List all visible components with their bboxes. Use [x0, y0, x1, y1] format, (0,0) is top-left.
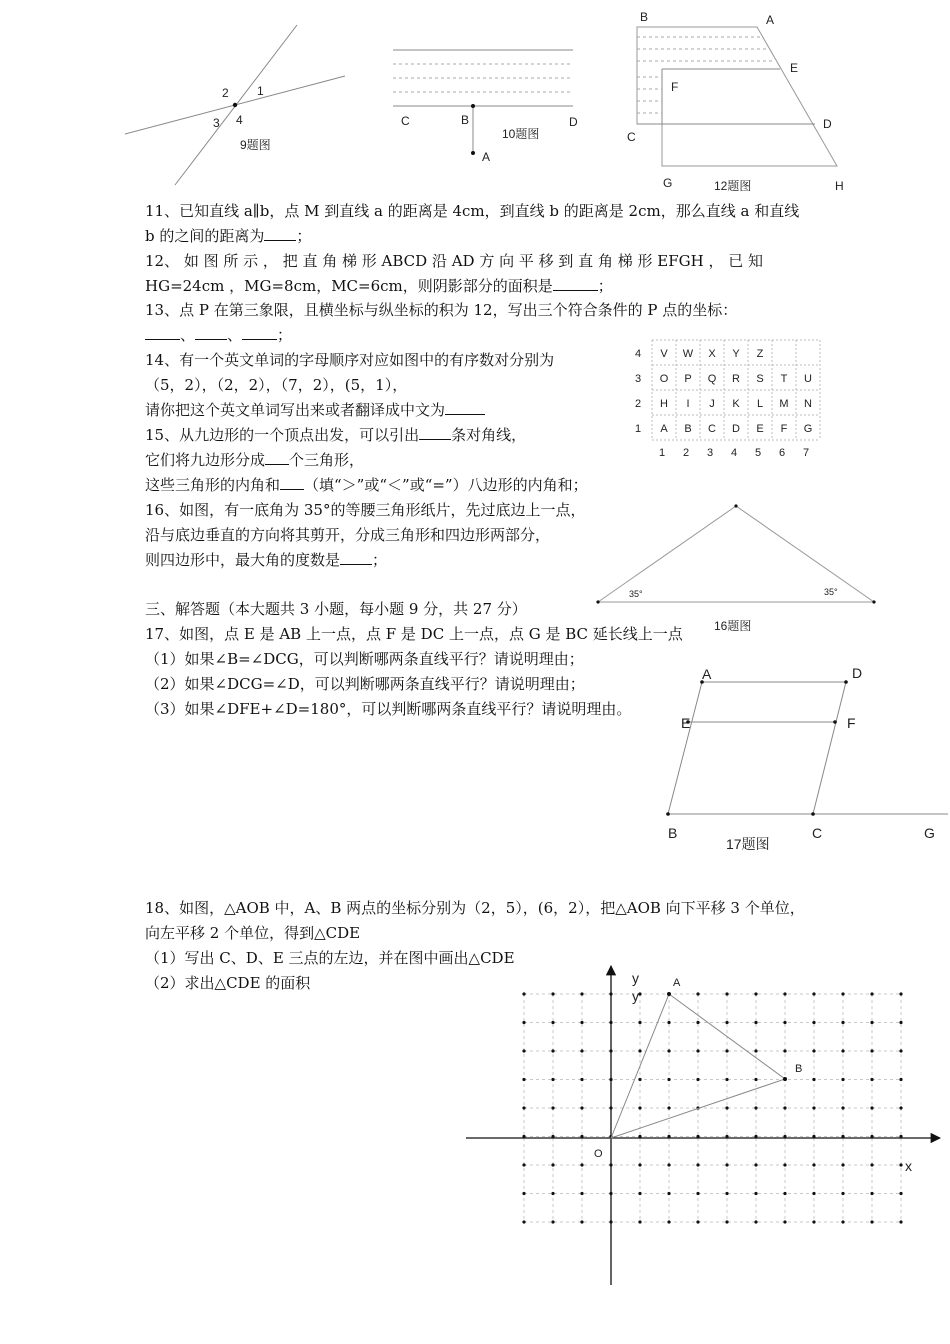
grid-letter-t: T	[780, 373, 788, 385]
fig18-grid-dot	[812, 1049, 815, 1052]
fig18-grid-dot	[580, 1220, 583, 1223]
q12-line-2: HG=24cm ，MG=8cm，MC=6cm，则阴影部分的面积是 ；	[145, 277, 613, 295]
fig18-x-label: x	[905, 1158, 912, 1174]
fig18-grid-dot	[667, 1021, 670, 1024]
fig18-grid-dot	[580, 1078, 583, 1081]
fig18-grid-dot	[841, 1049, 844, 1052]
fig18-grid-dot	[870, 1220, 873, 1223]
fig9-angle-4: 4	[236, 113, 243, 127]
fig18-grid-dot	[725, 992, 728, 995]
fig18-grid-dot	[696, 1192, 699, 1195]
fig18-grid-dot	[638, 1049, 641, 1052]
grid-letter-q: Q	[707, 373, 717, 385]
fig9-angle-2: 2	[222, 86, 229, 100]
fig18-grid-dot	[899, 992, 902, 995]
grid-x-label: 2	[682, 447, 690, 459]
fig18-grid-dot	[580, 1192, 583, 1195]
grid-letter-v: V	[660, 348, 668, 360]
figure-17	[660, 660, 950, 860]
fig17-caption: 17题图	[726, 836, 770, 852]
fig16-angle-left: 35°	[629, 589, 643, 599]
fig18-grid-dot	[696, 1078, 699, 1081]
fig18-grid-dot	[899, 1078, 902, 1081]
q15-line-2: 它们将九边形分成 个三角形，	[145, 451, 365, 469]
grid-letter-a: A	[660, 423, 668, 435]
fig18-grid-dot	[551, 1163, 554, 1166]
grid-x-label: 3	[706, 447, 714, 459]
fig18-point-a: A	[673, 977, 681, 989]
fig18-grid-dot	[870, 1049, 873, 1052]
fig18-grid-dot	[551, 992, 554, 995]
fig18-grid-dot	[870, 1106, 873, 1109]
q17-sub-2: （2）如果∠DCG=∠D，可以判断哪两条直线平行？请说明理由；	[145, 675, 585, 693]
figure-18	[460, 960, 950, 1290]
grid-x-label: 6	[778, 447, 786, 459]
q12-line-1: 12、 如 图 所 示 ， 把 直 角 梯 形 ABCD 沿 AD 方 向 平 移 到 直 角 梯 形 EFGH ， 已 知	[145, 252, 763, 270]
q17-sub-3: （3）如果∠DFE+∠D=180°，可以判断哪两条直线平行？请说明理由。	[145, 700, 632, 718]
grid-letter-g: G	[803, 423, 813, 435]
fig18-grid-dot	[870, 1192, 873, 1195]
grid-letter-b: B	[684, 423, 692, 435]
fig18-grid-dot	[754, 1192, 757, 1195]
fig18-point-b-dot	[783, 1077, 787, 1081]
fig18-grid-dot	[725, 1163, 728, 1166]
grid-y-label: 1	[634, 423, 642, 435]
grid-y-label: 2	[634, 398, 642, 410]
q14-line-3: 请你把这个英文单词写出来或者翻译成中文为	[145, 398, 485, 423]
q11-line-2: b 的之间的距离为 ；	[145, 227, 312, 245]
fig18-grid-dot	[725, 1021, 728, 1024]
fig18-grid-dot	[551, 1106, 554, 1109]
fig18-grid-dot	[812, 1021, 815, 1024]
grid-letter-i: I	[686, 398, 690, 410]
q18-sub-1: （1）写出 C、D、E 三点的左边，并在图中画出△CDE	[145, 949, 515, 967]
fig18-grid-dot	[841, 1192, 844, 1195]
q17-line-1: 17、如图，点 E 是 AB 上一点，点 F 是 DC 上一点，点 G 是 BC 延长线上一点	[145, 625, 683, 643]
fig18-grid-dot	[783, 1021, 786, 1024]
fig18-grid-dot	[870, 1021, 873, 1024]
fig18-point-a-dot	[667, 992, 671, 996]
fig18-grid-dot	[638, 1106, 641, 1109]
section3-heading: 三、解答题（本大题共 3 小题，每小题 9 分，共 27 分）	[145, 600, 527, 618]
fig9-caption: 9题图	[240, 138, 271, 152]
fig16-angle-right: 35°	[824, 587, 838, 597]
q15-line-3: 这些三角形的内角和 （填“＞”或“＜”或“=”）八边形的内角和；	[145, 476, 588, 494]
q15-answer-blank-1[interactable]	[419, 425, 451, 440]
grid-letter-e: E	[756, 423, 764, 435]
fig18-y-label-1: y	[632, 970, 639, 986]
fig18-grid-dot	[725, 1220, 728, 1223]
fig18-grid-dot	[667, 1049, 670, 1052]
fig18-grid-dot	[696, 1163, 699, 1166]
fig18-grid-dot	[696, 1049, 699, 1052]
fig18-grid-dot	[551, 1021, 554, 1024]
fig18-point-b: B	[795, 1063, 803, 1075]
fig18-y-label-2: y	[632, 988, 639, 1004]
fig18-grid-dot	[667, 1078, 670, 1081]
q14-answer-blank[interactable]	[445, 400, 485, 415]
fig18-grid-dot	[899, 1220, 902, 1223]
fig18-grid-dot	[638, 1192, 641, 1195]
fig18-grid-dot	[754, 1049, 757, 1052]
fig12-trapezoid	[637, 27, 837, 166]
fig18-grid-dot	[783, 1049, 786, 1052]
fig18-grid-dot	[725, 1106, 728, 1109]
q13-answer-blank-1[interactable]	[145, 325, 180, 340]
grid-x-label: 4	[730, 447, 738, 459]
figure-16	[590, 498, 890, 638]
q14-line-2: （5，2），（2，2），（7，2），(5，1），	[145, 376, 408, 394]
fig18-grid-dot	[812, 1106, 815, 1109]
fig18-grid-dot	[899, 1021, 902, 1024]
fig17-line-ab	[668, 682, 702, 814]
fig12-point-f: F	[671, 80, 679, 94]
fig18-grid-dot	[638, 1078, 641, 1081]
fig18-grid-dot	[667, 1192, 670, 1195]
fig16-caption: 16题图	[714, 619, 752, 633]
fig18-grid-dot	[551, 1192, 554, 1195]
fig18-grid-dot	[667, 1220, 670, 1223]
fig18-grid-dot	[667, 1163, 670, 1166]
fig18-grid-dot	[580, 1163, 583, 1166]
grid-letter-p: P	[684, 373, 692, 385]
fig18-grid-dot	[638, 1163, 641, 1166]
fig18-grid-dot	[812, 1163, 815, 1166]
fig18-grid-dot	[696, 992, 699, 995]
fig12-point-g: G	[663, 176, 673, 190]
q18-line-1: 18、如图，△AOB 中，A、B 两点的坐标分别为（2，5），(6，2），把△AOB 向下平移 3 个单位，	[145, 899, 805, 917]
q15-line-1: 15、从九边形的一个顶点出发，可以引出 条对角线，	[145, 426, 527, 444]
fig18-grid-dot	[870, 1163, 873, 1166]
fig10-point-b: B	[461, 113, 470, 127]
fig9-intersection	[233, 103, 237, 107]
fig18-grid-dot	[580, 992, 583, 995]
q16-line-1: 16、如图，有一底角为 35°的等腰三角形纸片，先过底边上一点，	[145, 501, 586, 519]
letter-grid	[630, 335, 830, 460]
fig17-point-d: D	[852, 665, 863, 681]
fig18-grid-dot	[754, 1163, 757, 1166]
fig18-grid-dot	[899, 1106, 902, 1109]
fig18-grid-dot	[667, 1106, 670, 1109]
fig18-grid-dot	[522, 1220, 525, 1223]
grid-letter-d: D	[732, 423, 740, 435]
q15-answer-blank-2[interactable]	[265, 450, 289, 465]
fig18-grid-dot	[841, 1163, 844, 1166]
fig18-grid-dot	[812, 1078, 815, 1081]
fig17-line-dc	[813, 682, 846, 814]
fig18-origin-label: O	[594, 1148, 603, 1160]
fig18-grid-dot	[783, 1163, 786, 1166]
fig12-point-d: D	[823, 117, 832, 131]
fig18-grid-dot	[551, 1078, 554, 1081]
grid-letter-j: J	[709, 398, 715, 410]
fig18-grid-dot	[841, 1021, 844, 1024]
q18-sub-2: （2）求出△CDE 的面积	[145, 974, 311, 992]
fig12-point-b: B	[640, 10, 649, 24]
grid-x-label: 5	[754, 447, 762, 459]
fig18-grid-dot	[522, 1192, 525, 1195]
fig18-grid-dot	[551, 1220, 554, 1223]
fig18-grid-dot	[841, 992, 844, 995]
fig18-grid-dot	[725, 1192, 728, 1195]
grid-letter-x: X	[708, 348, 716, 360]
fig18-grid-dot	[580, 1106, 583, 1109]
fig17-point-b: B	[668, 825, 678, 841]
grid-letter-m: M	[779, 398, 789, 410]
q16-answer-blank[interactable]	[340, 550, 372, 565]
fig18-grid-dot	[580, 1049, 583, 1052]
q13-answer-blank-3[interactable]	[242, 325, 277, 340]
q16-line-2: 沿与底边垂直的方向将其剪开，分成三角形和四边形两部分，	[145, 526, 551, 544]
fig18-grid-dot	[522, 1106, 525, 1109]
fig18-grid-dot	[754, 1078, 757, 1081]
fig17-point-a: A	[702, 666, 712, 682]
fig12-caption: 12题图	[714, 179, 752, 193]
fig12-point-h: H	[835, 179, 844, 193]
fig18-grid-dot	[841, 1220, 844, 1223]
fig9-angle-3: 3	[213, 116, 220, 130]
grid-letter-s: S	[756, 373, 764, 385]
grid-letter-r: R	[732, 373, 740, 385]
fig12-point-e: E	[790, 61, 799, 75]
fig12-point-c: C	[627, 130, 636, 144]
grid-letter-y: Y	[732, 348, 740, 360]
fig10-point-d: D	[569, 115, 578, 129]
fig10-caption: 10题图	[502, 127, 540, 141]
q11-answer-blank[interactable]	[264, 226, 296, 241]
fig18-grid-dot	[899, 1192, 902, 1195]
grid-letter-n: N	[804, 398, 812, 410]
grid-y-label: 3	[634, 373, 642, 385]
fig17-point-g: G	[924, 825, 935, 841]
fig18-grid-dot	[580, 1021, 583, 1024]
fig18-grid-dot	[638, 1220, 641, 1223]
grid-letter-o: O	[659, 373, 669, 385]
q18-line-2: 向左平移 2 个单位，得到△CDE	[145, 924, 361, 942]
fig18-grid-dot	[522, 1021, 525, 1024]
grid-letter-w: W	[682, 348, 694, 360]
figure-10	[385, 40, 595, 170]
grid-letter-k: K	[732, 398, 740, 410]
fig9-angle-1: 1	[257, 84, 264, 98]
fig10-point-c: C	[401, 114, 410, 128]
fig18-grid-dot	[899, 1163, 902, 1166]
q16-line-3: 则四边形中，最大角的度数是 ；	[145, 551, 388, 569]
q15-answer-blank-3[interactable]	[280, 475, 304, 490]
figure-12	[620, 5, 860, 195]
grid-letter-f: F	[780, 423, 788, 435]
fig18-grid-dot	[725, 1078, 728, 1081]
fig18-grid-dot	[754, 1106, 757, 1109]
grid-x-label: 1	[658, 447, 666, 459]
q14-line-1: 14、有一个英文单词的字母顺序对应如图中的有序数对分别为	[145, 351, 555, 369]
fig17-point-f: F	[847, 715, 856, 731]
fig18-grid-dot	[754, 992, 757, 995]
fig18-grid-dot	[841, 1078, 844, 1081]
fig18-grid-dot	[754, 1021, 757, 1024]
fig18-grid-dot	[812, 992, 815, 995]
q13-line-2: 、 、 ；	[145, 323, 292, 348]
grid-letter-l: L	[756, 398, 764, 410]
grid-letter-u: U	[804, 373, 812, 385]
fig18-grid-dot	[522, 1163, 525, 1166]
fig18-grid-dot	[725, 1049, 728, 1052]
fig18-grid-dot	[899, 1049, 902, 1052]
fig18-grid-dot	[522, 1049, 525, 1052]
q13-line-1: 13、点 P 在第三象限，且横坐标与纵坐标的积为 12，写出三个符合条件的 P 点的坐标：	[145, 301, 738, 319]
grid-letter-c: C	[708, 423, 716, 435]
fig18-grid-dot	[783, 1192, 786, 1195]
fig18-grid-dot	[522, 992, 525, 995]
grid-x-label: 7	[802, 447, 810, 459]
fig17-point-c: C	[812, 825, 823, 841]
fig18-grid-dot	[522, 1078, 525, 1081]
fig18-grid-dot	[696, 1220, 699, 1223]
q17-sub-1: （1）如果∠B=∠DCG，可以判断哪两条直线平行？请说明理由；	[145, 650, 584, 668]
grid-y-label: 4	[634, 348, 642, 360]
fig17-point-e: E	[681, 715, 691, 731]
figure-9	[120, 20, 360, 190]
q11-line-1: 11、已知直线 a∥b，点 M 到直线 a 的距离是 4cm，到直线 b 的距离是 2cm，那么直线 a 和直线	[145, 202, 800, 220]
fig18-grid-dot	[783, 1106, 786, 1109]
fig18-grid-dot	[696, 1021, 699, 1024]
fig18-grid	[522, 992, 902, 1223]
fig18-grid-dot	[754, 1220, 757, 1223]
fig18-grid-dot	[841, 1106, 844, 1109]
fig18-grid-dot	[783, 1220, 786, 1223]
fig10-point-a: A	[482, 150, 491, 164]
fig18-grid-dot	[812, 1192, 815, 1195]
fig18-grid-dot	[638, 1021, 641, 1024]
fig18-grid-dot	[551, 1049, 554, 1052]
grid-letter-z: Z	[756, 348, 764, 360]
grid-letter-h: H	[660, 398, 668, 410]
fig18-grid-dot	[812, 1220, 815, 1223]
fig18-grid-dot	[783, 992, 786, 995]
fig12-point-a: A	[766, 13, 775, 27]
fig18-grid-dot	[870, 1078, 873, 1081]
q13-answer-blank-2[interactable]	[195, 325, 227, 340]
fig18-grid-dot	[870, 992, 873, 995]
q12-answer-blank[interactable]	[553, 276, 598, 291]
